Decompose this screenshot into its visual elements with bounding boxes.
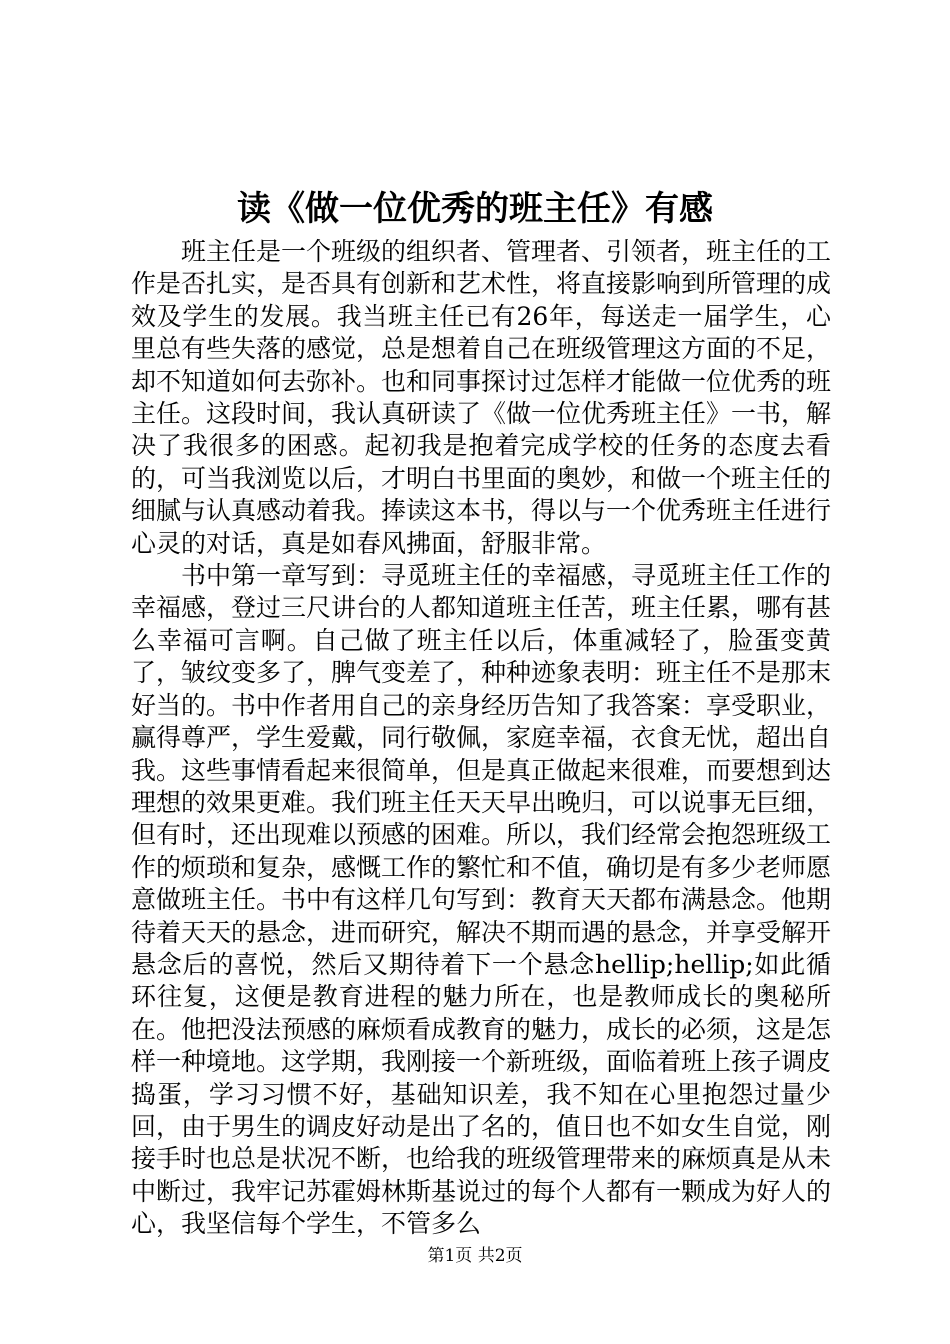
- page-footer: 第1页 共2页: [427, 1246, 523, 1266]
- document-title: 读《做一位优秀的班主任》有感: [237, 189, 713, 229]
- paragraph-1: 班主任是一个班级的组织者、管理者、引领者，班主任的工作是否扎实，是否具有创新和艺术性，将直接影响到所管理的成效及学生的发展。我当班主任已有26年，每送走一届学生，心里总有些失落的感觉，总是想着自己在班级管理这方面的不足，却不知道如何去弥补。也和同事探讨过怎样才能做一位优秀的班主任。这段时间，我认真研读了《做一位优秀班主任》一书，解决了我很多的困惑。起初我是抱着完成学校的任务的态度去看的，可当我浏览以后，才明白书里面的奥妙，和做一个班主任的细腻与认真感动着我。捧读这本书，得以与一个优秀班主任进行心灵的对话，真是如春风拂面，舒服非常。: [131, 237, 832, 558]
- paragraph-2: 书中第一章写到：寻觅班主任的幸福感，寻觅班主任工作的幸福感，登过三尺讲台的人都知道班主任苦，班主任累，哪有甚么幸福可言啊。自己做了班主任以后，体重减轻了，脸蛋变黄了，皱纹变多了，脾气变差了，种种迹象表明：班主任不是那末好当的。书中作者用自己的亲身经历告知了我答案：享受职业，赢得尊严，学生爱戴，同行敬佩，家庭幸福，衣食无忧，超出自我。这些事情看起来很简单，但是真正做起来很难，而要想到达理想的效果更难。我们班主任天天早出晚归，可以说事无巨细，但有时，还出现难以预感的困难。所以，我们经常会抱怨班级工作的烦琐和复杂，感慨工作的繁忙和不值，确切是有多少老师愿意做班主任。书中有这样几句写到：教育天天都布满悬念。他期待着天天的悬念，进而研究，解决不期而遇的悬念，并享受解开悬念后的喜悦，然后又期待着下一个悬念hellip;hellip;如此循环往复，这便是教育进程的魅力所在，也是教师成长的奥秘所在。他把没法预感的麻烦看成教育的魅力，成长的必须，这是怎样一种境地。这学期，我刚接一个新班级，面临着班上孩子调皮捣蛋，学习习惯不好，基础知识差，我不知在心里抱怨过量少回，由于男生的调皮好动是出了名的，值日也不如女生自觉，刚接手时也总是状况不断，也给我的班级管理带来的麻烦真是从未中断过，我牢记苏霍姆林斯基说过的每个人都有一颗成为好人的心，我坚信每个学生，不管多么: [131, 561, 832, 1239]
- document-body: [131, 236, 831, 1241]
